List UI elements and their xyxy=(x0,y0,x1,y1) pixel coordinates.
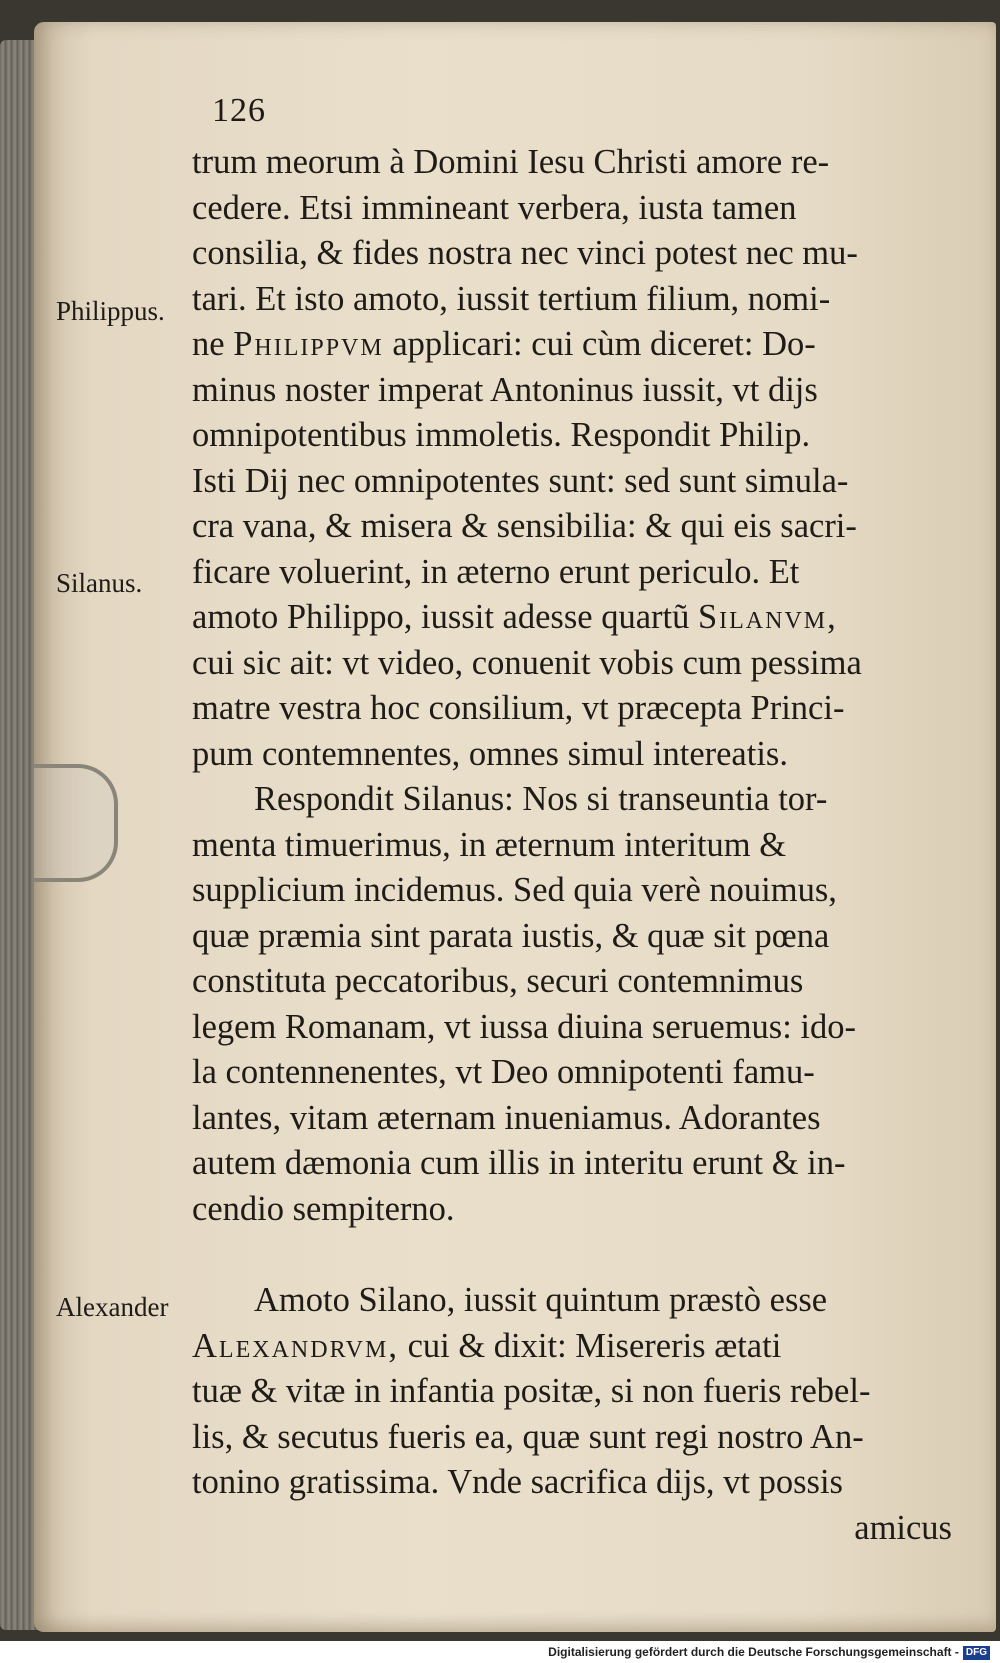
text-line: constituta peccatoribus, securi contemnimus xyxy=(192,962,804,1000)
small-caps-name: Silanvm, xyxy=(697,598,838,636)
text-line: legem Romanam, vt iussa diuina seruemus: ido- xyxy=(192,1007,857,1046)
text-line: la contennenentes, vt Deo omnipotenti famu- xyxy=(192,1053,815,1091)
text-line: tonino gratissima. Vnde sacrifica dijs, vt possis xyxy=(192,1463,843,1501)
text-fragment: cui & dixit: Misereris ætati xyxy=(407,1326,782,1365)
text-line xyxy=(192,1324,952,1370)
text-line: cendio sempiterno. xyxy=(192,1189,455,1228)
catchword: amicus xyxy=(854,1508,952,1547)
text-line xyxy=(192,595,952,641)
text-line: Isti Dij nec omnipotentes sunt: sed sunt simula- xyxy=(192,461,849,500)
text-line: menta timuerimus, in æternum interitum & xyxy=(192,825,787,864)
text-line: matre vestra hoc consilium, vt præcepta Princi- xyxy=(192,689,845,727)
text-line: lis, & secutus fueris ea, quæ sunt regi nostro An- xyxy=(192,1417,864,1456)
page-clip xyxy=(34,764,118,882)
margin-note-alexander: Alexander xyxy=(56,1292,169,1322)
text-line: cedere. Etsi immineant verbera, iusta tamen xyxy=(192,188,797,227)
text-line: lantes, vitam æternam inueniamus. Adorantes xyxy=(192,1098,821,1137)
text-line: tari. Et isto amoto, iussit tertium filium, nomi- xyxy=(192,279,831,318)
margin-note-silanus: Silanus. xyxy=(56,568,143,598)
text-line xyxy=(192,322,952,368)
text-fragment: applicari: cui cùm diceret: Do- xyxy=(392,325,816,363)
text-line: minus noster imperat Antoninus iussit, vt dijs xyxy=(192,370,818,409)
text-fragment: ne xyxy=(192,325,225,363)
digitization-footer xyxy=(0,1641,1000,1663)
text-fragment: amoto Philippo, iussit adesse quartũ xyxy=(192,598,690,636)
text-line: supplicium incidemus. Sed quia verè nouimus, xyxy=(192,871,837,909)
paragraph-gap xyxy=(192,1232,952,1278)
text-line: autem dæmonia cum illis in interitu erunt & in- xyxy=(192,1144,846,1182)
small-caps-name: Alexandrvm, xyxy=(192,1326,399,1365)
text-line: tuæ & vitæ in infantia positæ, si non fueris rebel- xyxy=(192,1372,871,1410)
text-line: omnipotentibus immoletis. Respondit Philip. xyxy=(192,416,811,454)
footer-text: Digitalisierung gefördert durch die Deutsche Forschungsgemeinschaft - xyxy=(548,1645,959,1659)
page-number: 126 xyxy=(212,92,266,129)
text-line: quæ præmia sint parata iustis, & quæ sit pœna xyxy=(192,916,830,955)
body-text xyxy=(192,140,952,1551)
text-line: Respondit Silanus: Nos si transeuntia tor- xyxy=(254,780,828,818)
small-caps-name: Philippvm xyxy=(233,325,384,363)
text-line: cra vana, & misera & sensibilia: & qui eis sacri- xyxy=(192,507,857,545)
text-line: consilia, & fides nostra nec vinci potest nec mu- xyxy=(192,234,858,272)
text-line: cui sic ait: vt video, conuenit vobis cum pessima xyxy=(192,643,862,682)
text-line: Amoto Silano, iussit quintum præstò esse xyxy=(254,1281,828,1319)
text-line: ficare voluerint, in æterno erunt periculo. Et xyxy=(192,552,800,591)
text-line: pum contemnentes, omnes simul intereatis. xyxy=(192,734,788,773)
margin-note-philippus: Philippus. xyxy=(56,296,165,326)
dfg-logo: DFG xyxy=(963,1646,990,1660)
text-line: trum meorum à Domini Iesu Christi amore re- xyxy=(192,143,830,181)
